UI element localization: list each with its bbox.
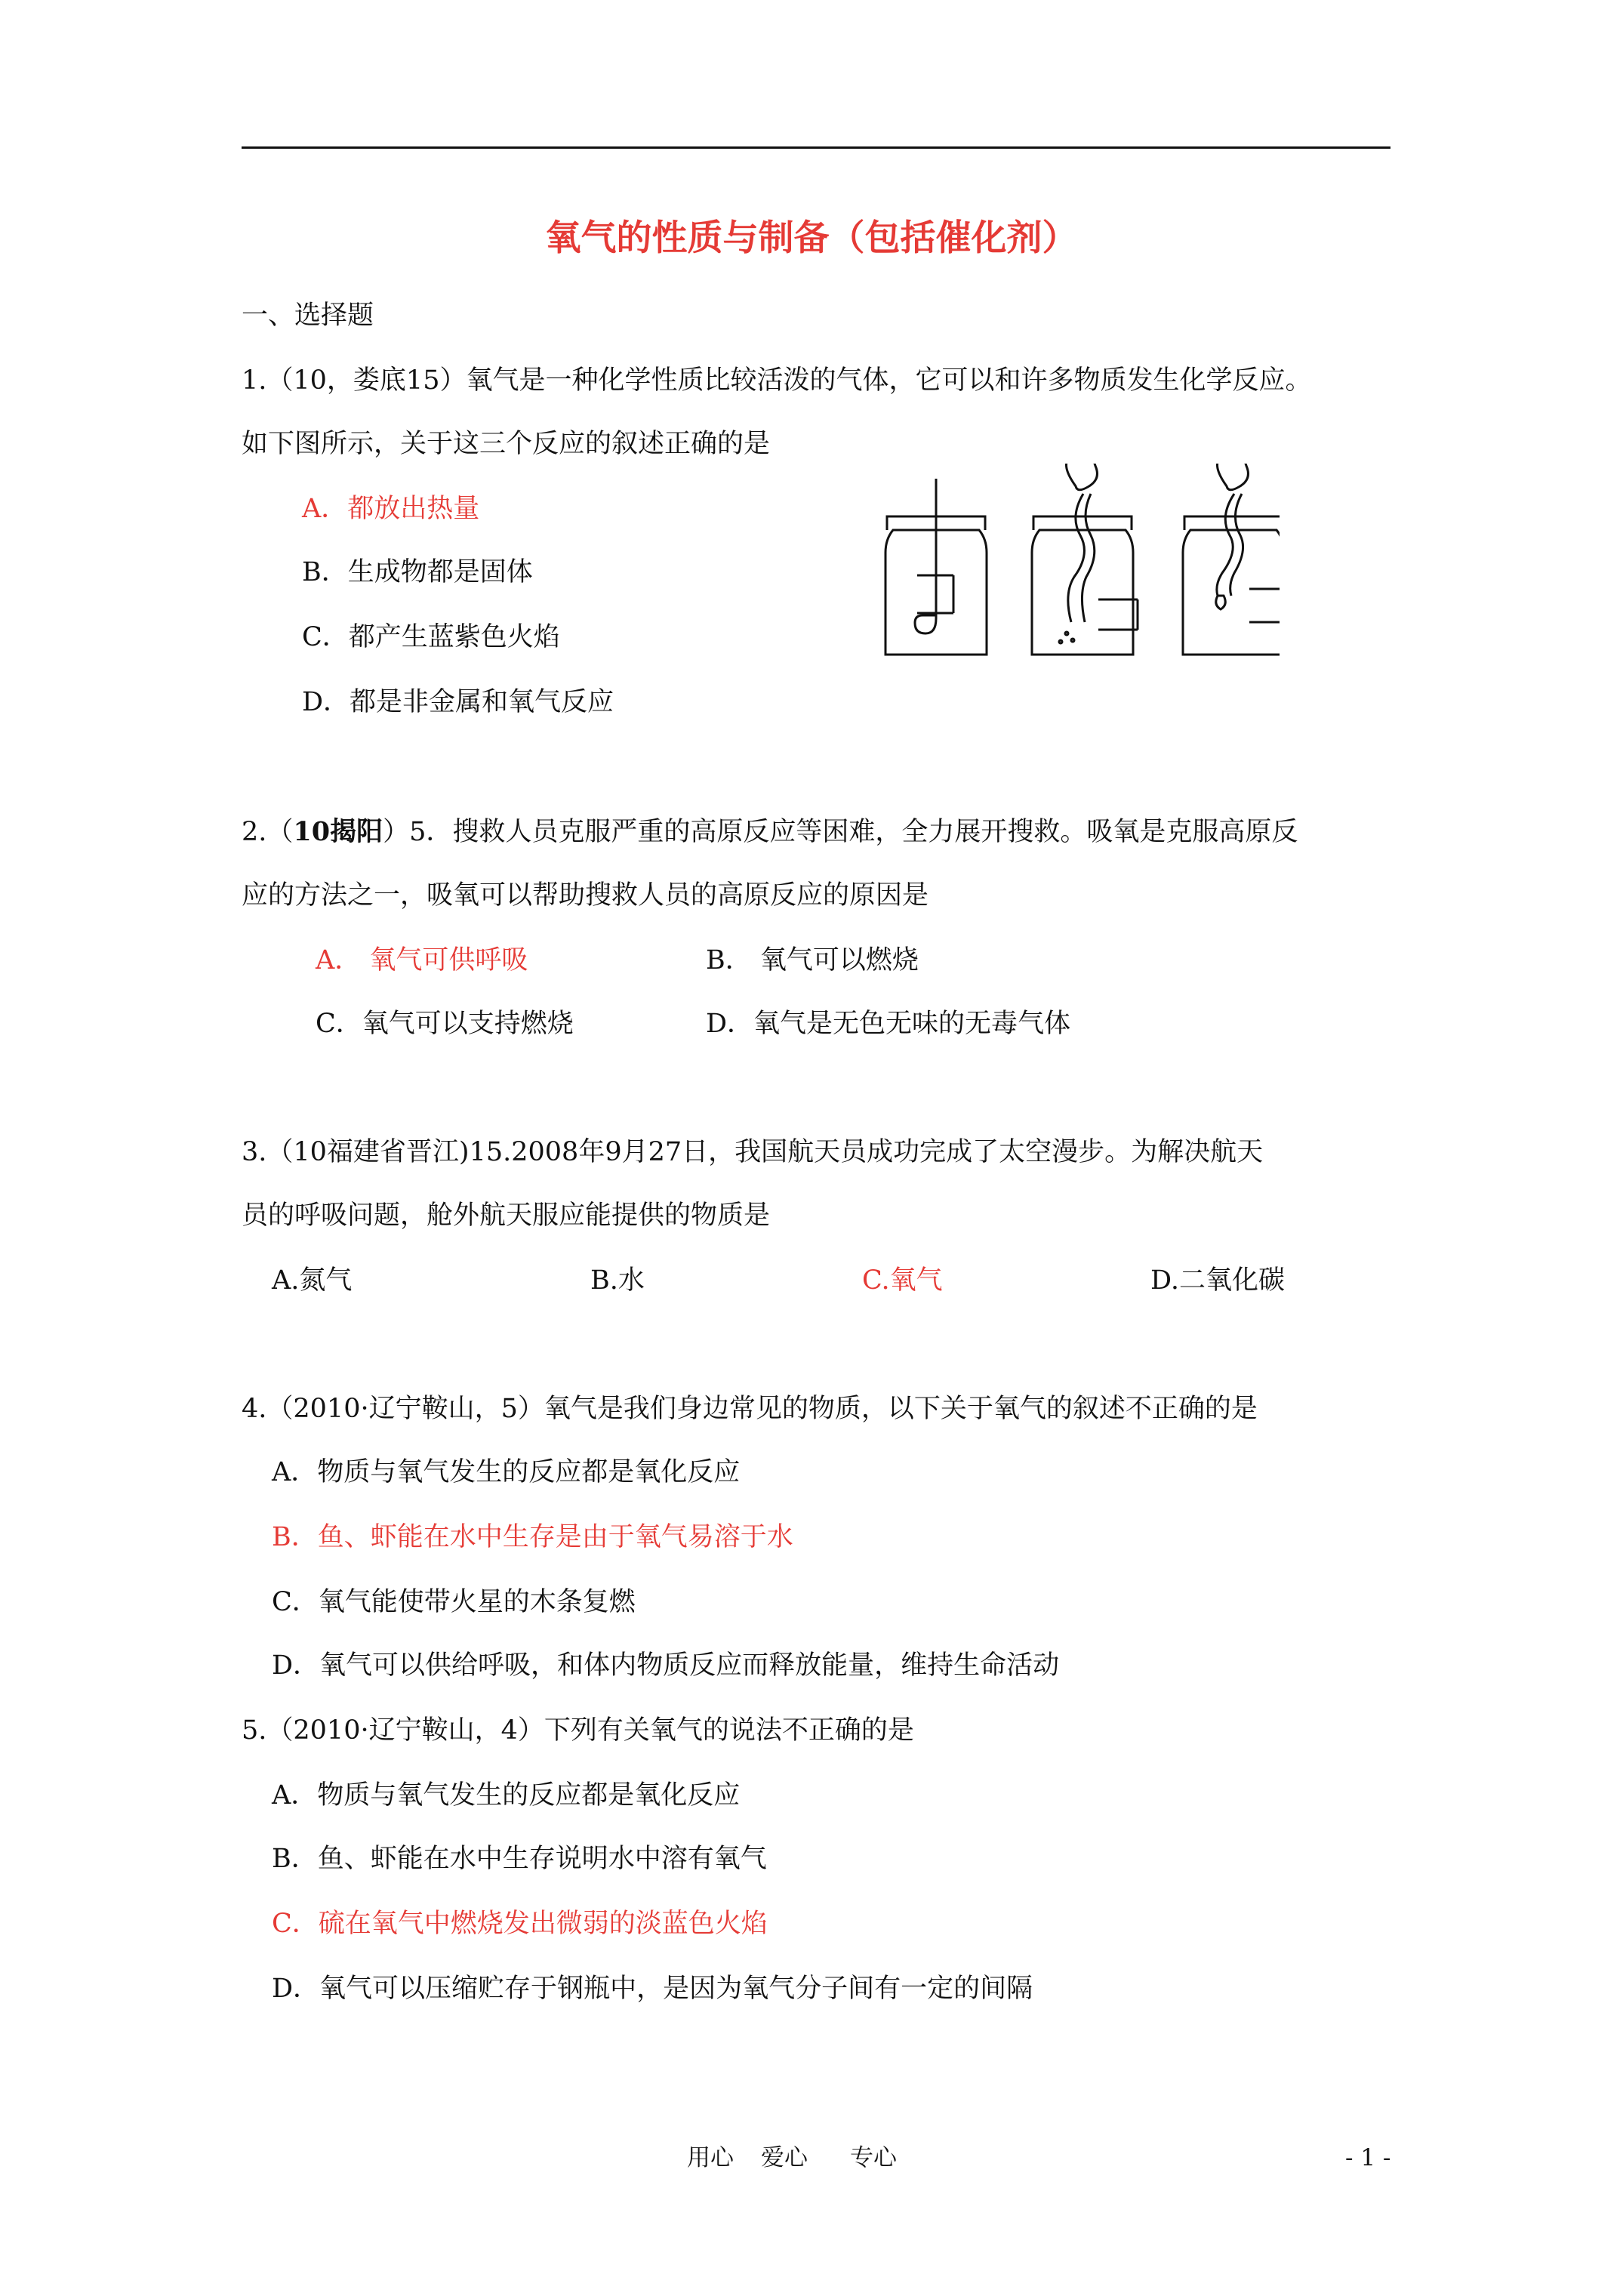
q3-stem-line2: 员的呼吸问题，舱外航天服应能提供的物质是 — [242, 1200, 771, 1231]
q3-option-c: C.氧气 — [862, 1265, 943, 1296]
q5-option-c: C．硫在氧气中燃烧发出微弱的淡蓝色火焰 — [272, 1909, 768, 1939]
q2-option-a: A． 氧气可供呼吸 — [316, 945, 528, 975]
q4-option-d: D．氧气可以供给呼吸，和体内物质反应而释放能量，维持生命活动 — [272, 1650, 1060, 1681]
q1-option-a: A．都放出热量 — [302, 494, 480, 524]
q5-stem: 5.（2010·辽宁鞍山，4）下列有关氧气的说法不正确的是 — [242, 1715, 914, 1746]
q1-option-d: D．都是非金属和氧气反应 — [302, 687, 614, 717]
q1-option-c: C．都产生蓝紫色火焰 — [302, 622, 560, 652]
section-heading: 一、选择题 — [242, 300, 374, 331]
q3-stem-line1: 3.（10福建省晋江)15.2008年9月27日，我国航天员成功完成了太空漫步。为解决航天 — [242, 1137, 1264, 1167]
q2-stem-rest: ）5．搜救人员克服严重的高原反应等困难，全力展开搜救。吸氧是克服高原反 — [383, 817, 1298, 847]
q2-stem-prefix: 2.（ — [242, 817, 294, 847]
q5-option-a: A．物质与氧气发生的反应都是氧化反应 — [272, 1780, 741, 1811]
q2-option-d: D．氧气是无色无味的无毒气体 — [706, 1009, 1071, 1039]
page-number: - 1 - — [1345, 2144, 1391, 2171]
q2-stem-line1 — [242, 814, 1298, 850]
q3-option-a: A.氮气 — [272, 1265, 353, 1296]
footer-motto-2: 爱心 — [761, 2144, 808, 2171]
q4-stem: 4.（2010·辽宁鞍山，5）氧气是我们身边常见的物质，以下关于氧气的叙述不正确的是 — [242, 1394, 1258, 1424]
q2-source-bold: 10揭阳 — [293, 816, 383, 847]
q2-option-b: B． 氧气可以燃烧 — [706, 945, 919, 975]
q4-option-a: A．物质与氧气发生的反应都是氧化反应 — [272, 1457, 741, 1487]
q2-option-c: C．氧气可以支持燃烧 — [316, 1009, 574, 1039]
q4-option-b: B．鱼、虾能在水中生存是由于氧气易溶于水 — [272, 1522, 793, 1552]
gas-jar-2-icon — [1032, 464, 1138, 655]
q1-stem-line1: 1.（10，娄底15）氧气是一种化学性质比较活泼的气体，它可以和许多物质发生化学反应。 — [242, 365, 1312, 396]
q3-option-b: B.水 — [590, 1265, 645, 1296]
q1-stem-line2: 如下图所示，关于这三个反应的叙述正确的是 — [242, 429, 771, 459]
q4-option-c: C．氧气能使带火星的木条复燃 — [272, 1587, 636, 1617]
header-rule — [242, 146, 1390, 149]
q5-option-d: D．氧气可以压缩贮存于钢瓶中，是因为氧气分子间有一定的间隔 — [272, 1974, 1033, 2004]
gas-jar-3-icon — [1183, 464, 1280, 655]
page-title: 氧气的性质与制备（包括催化剂） — [545, 217, 1078, 259]
q5-option-b: B．鱼、虾能在水中生存说明水中溶有氧气 — [272, 1844, 767, 1874]
footer-motto-3: 专心 — [850, 2144, 897, 2171]
q3-option-d: D.二氧化碳 — [1150, 1265, 1285, 1296]
q1-option-b: B．生成物都是固体 — [302, 557, 533, 587]
gas-jar-1-icon — [885, 479, 987, 655]
gas-jar-reactions-figure — [872, 464, 1280, 667]
footer-motto-1: 用心 — [687, 2144, 734, 2171]
q2-stem-line2: 应的方法之一，吸氧可以帮助搜救人员的高原反应的原因是 — [242, 880, 929, 911]
